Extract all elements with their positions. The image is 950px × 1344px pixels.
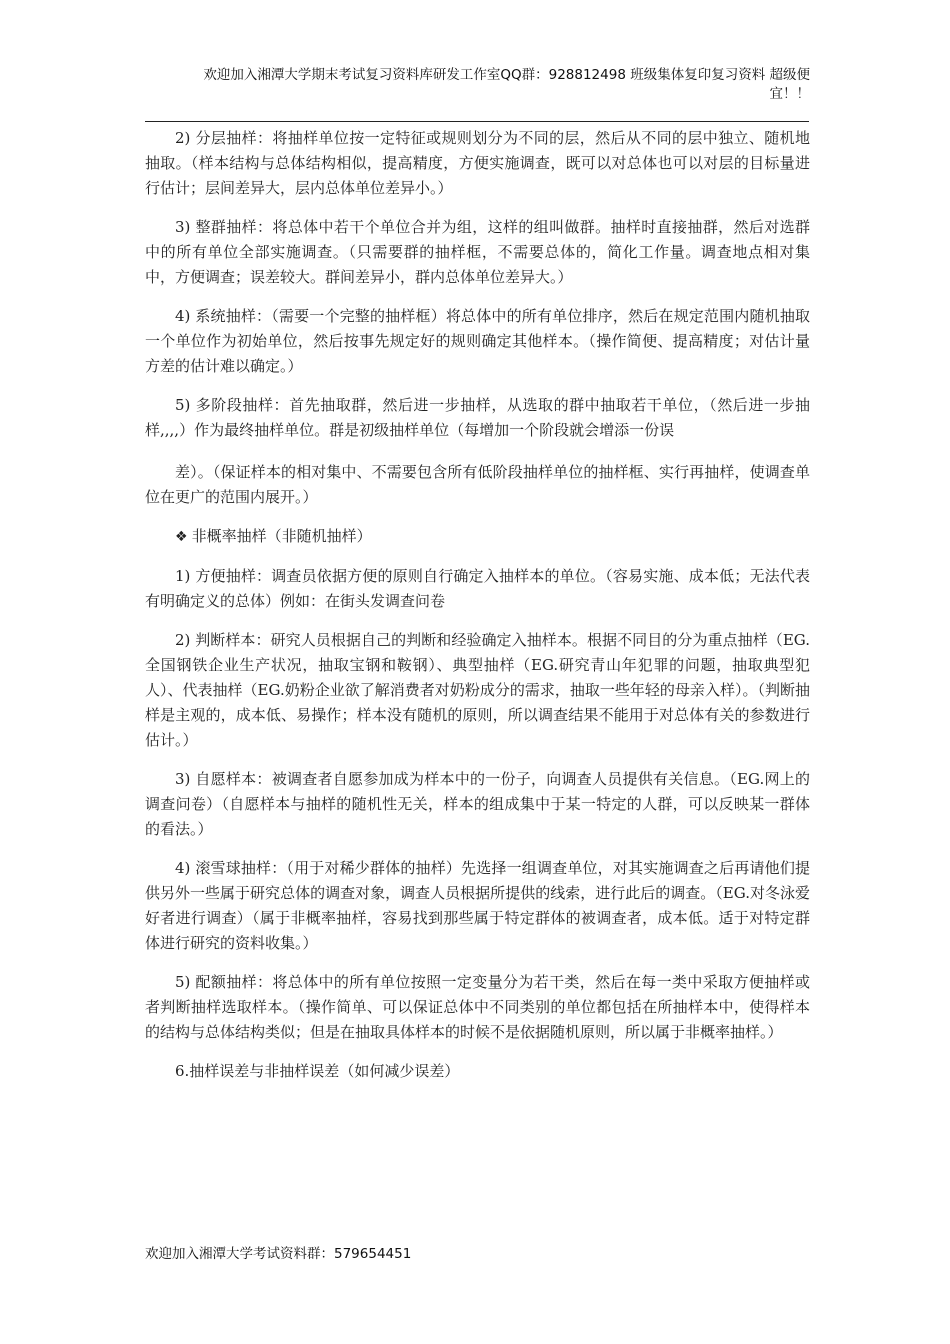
paragraph-voluntary-sampling: 3) 自愿样本：被调查者自愿参加成为样本中的一份子，向调查人员提供有关信息。（EG.网上的调查问卷）（自愿样本与抽样的随机性无关，样本的组成集中于某一特定的人群，可以反映某一群体的看法。） — [145, 770, 810, 838]
paragraph-quota-sampling: 5) 配额抽样：将总体中的所有单位按照一定变量分为若干类，然后在每一类中采取方便抽样或者判断抽样选取样本。（操作简单、可以保证总体中不同类别的单位都包括在所抽样本中，使得样本的结构与总体结构类似；但是在抽取具体样本的时候不是依据随机原则，所以属于非概率抽样。） — [145, 973, 810, 1041]
paragraph-judgment-sampling: 2) 判断样本：研究人员根据自己的判断和经验确定入抽样本。根据不同目的分为重点抽样（EG.全国钢铁企业生产状况，抽取宝钢和鞍钢）、典型抽样（EG.研究青山年犯罪的问题，抽取典型犯人）、代表抽样（EG.奶粉企业欲了解消费者对奶粉成分的需求，抽取一些年轻的母亲入样）。（判断抽样是主观的，成本低、易操作；样本没有随机的原则，所以调查结果不能用于对总体有关的参数进行估计。） — [145, 631, 810, 749]
paragraph-systematic-sampling: 4) 系统抽样：（需要一个完整的抽样框）将总体中的所有单位排序，然后在规定范围内随机抽取一个单位作为初始单位，然后按事先规定好的规则确定其他样本。（操作简便、提高精度；对估计量方差的估计难以确定。） — [145, 307, 810, 375]
diamond-bullet-icon: ❖ — [175, 529, 188, 545]
header-line-1: 欢迎加入湘潭大学期末考试复习资料库研发工作室QQ群：928812498 班级集体复印复习资料 超级便 — [203, 67, 810, 83]
paragraph-multistage-continued: 差）。（保证样本的相对集中、不需要包含所有低阶段抽样单位的抽样框、实行再抽样，使调查单位在更广的范围内展开。） — [145, 463, 810, 506]
paragraph-multistage-sampling: 5) 多阶段抽样：首先抽取群，然后进一步抽样，从选取的群中抽取若干单位，（然后进一步抽样,,,,）作为最终抽样单位。群是初级抽样单位（每增加一个阶段就会增添一份误 — [145, 396, 810, 439]
section-heading-text: 非概率抽样（非随机抽样） — [191, 527, 372, 545]
paragraph-convenience-sampling: 1) 方便抽样：调查员依据方便的原则自行确定入抽样本的单位。（容易实施、成本低；无法代表有明确定义的总体）例如：在街头发调查问卷 — [145, 567, 810, 610]
page-header — [145, 66, 810, 104]
paragraph-snowball-sampling: 4) 滚雪球抽样：（用于对稀少群体的抽样）先选择一组调查单位，对其实施调查之后再请他们提供另外一些属于研究总体的调查对象，调查人员根据所提供的线索，进行此后的调查。（EG.对冬泳爱好者进行调查）（属于非概率抽样，容易找到那些属于特定群体的被调查者，成本低。适于对特定群体进行研究的资料收集。） — [145, 859, 810, 952]
paragraph-stratified-sampling: 2) 分层抽样：将抽样单位按一定特征或规则划分为不同的层，然后从不同的层中独立、随机地抽取。（样本结构与总体结构相似，提高精度，方便实施调查，既可以对总体也可以对层的目标量进行估计；层间差异大，层内总体单位差异小。） — [145, 129, 810, 197]
section-heading-nonprobability — [145, 524, 810, 550]
paragraph-sampling-error-heading: 6.抽样误差与非抽样误差（如何减少误差） — [175, 1062, 460, 1080]
header-line-2: 宜！！ — [769, 86, 810, 102]
page-footer: 欢迎加入湘潭大学考试资料群：579654451 — [145, 1246, 412, 1262]
header-rule — [145, 121, 809, 122]
paragraph-cluster-sampling: 3) 整群抽样：将总体中若干个单位合并为组，这样的组叫做群。抽样时直接抽群，然后对选群中的所有单位全部实施调查。（只需要群的抽样框，不需要总体的，简化工作量。调查地点相对集中，方便调查；误差较大。群间差异小，群内总体单位差异大。） — [145, 218, 810, 286]
document-body — [145, 126, 810, 1098]
